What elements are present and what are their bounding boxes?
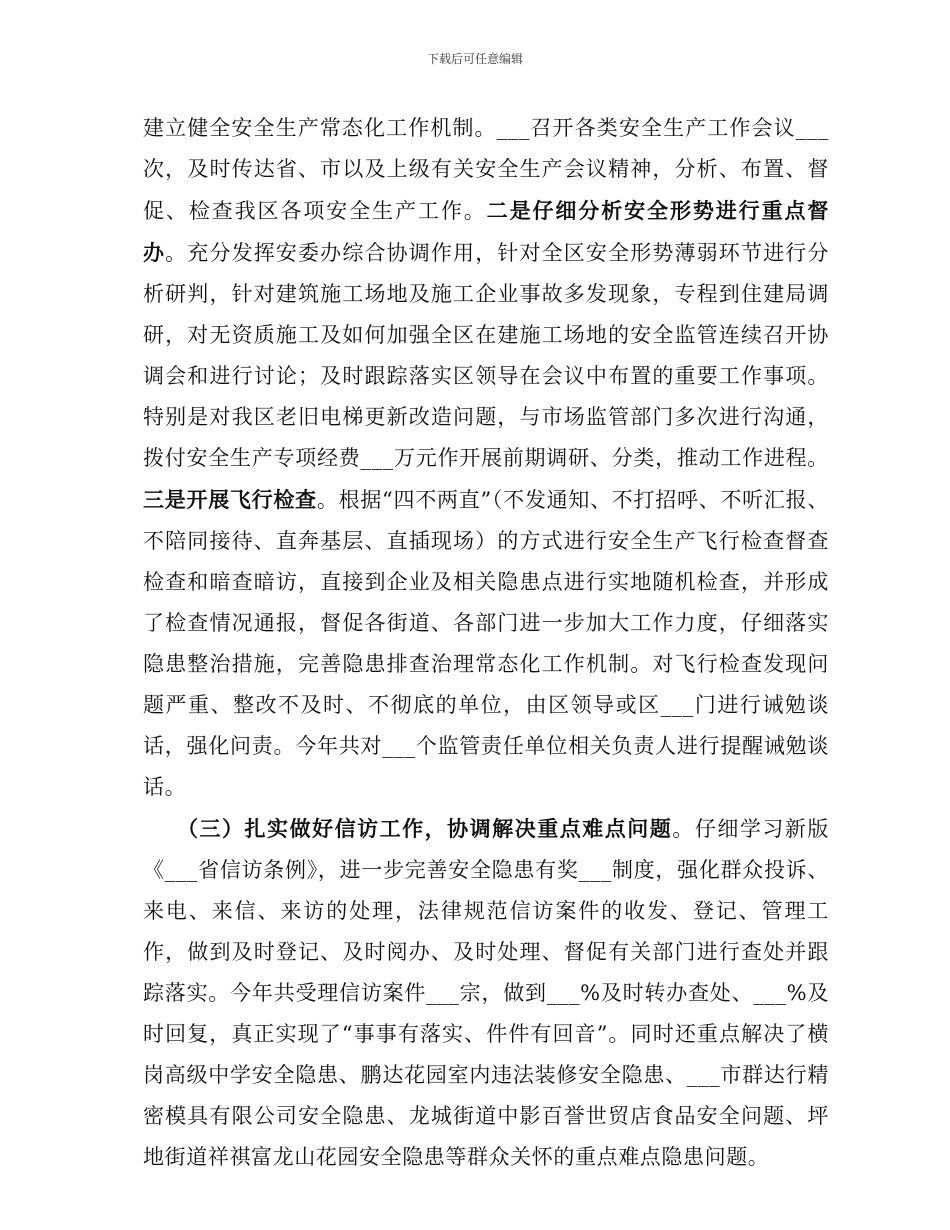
text-segment: 。仔细学习新版《___省信访条例》，进一步完善安全隐患有奖___制度，强化群众投诉、来电、来信、来访的处理，法律规范信访案件的收发、登记、管理工作，做到及时登记、及时阅办、及时处理、督促有关部门进行查处并跟踪落实。今年共受理信访案件___宗，做到___%及时转办查处、___%及时回复，真正实现了“事事有落实、件件有回音”。同时还重点解决了横岗高级中学安全隐患、鹏达花园室内违法装修安全隐患、___市群达行精密模具有限公司安全隐患、龙城街道中影百誉世贸店食品安全问题、坪地街道祥祺富龙山花园安全隐患等群众关怀的重点难点隐患问题。 bbox=[143, 817, 829, 1169]
text-segment: 建立健全安全生产常态化工作机制。___召开各类安全生产工作会议___次，及时传达省、市以及上级有关安全生产会议精神，分析、布置、督促、检查我区各项安全生产工作。 bbox=[143, 116, 829, 223]
document-body bbox=[143, 108, 829, 1178]
text-segment: 。根据“四不两直”（不发通知、不打招呼、不听汇报、不陪同接待、直奔基层、直插现场）的方式进行安全生产飞行检查督查检查和暗查暗访，直接到企业及相关隐患点进行实地随机检查，并形成了检查情况通报，督促各街道、各部门进一步加大工作力度，仔细落实隐患整治措施，完善隐患排查治理常态化工作机制。对飞行检查发现问题严重、整改不及时、不彻底的单位，由区领导或区___门进行诫勉谈话，强化问责。今年共对___个监管责任单位相关负责人进行提醒诫勉谈话。 bbox=[143, 488, 829, 799]
bold-heading-2: 二是仔细分析安全形势进行重点督办 bbox=[143, 198, 829, 265]
paragraph-1 bbox=[143, 108, 829, 808]
text-segment: 。充分发挥安委办综合协调作用，针对全区安全形势薄弱环节进行分析研判，针对建筑施工场地及施工企业事故多发现象，专程到住建局调研，对无资质施工及如何加强全区在建施工场地的安全监管连续召开协调会和进行讨论；及时跟踪落实区领导在会议中布置的重要工作事项。特别是对我区老旧电梯更新改造问题，与市场监管部门多次进行沟通，拨付安全生产专项经费___万元作开展前期调研、分类，推动工作进程。 bbox=[143, 241, 829, 470]
paragraph-2 bbox=[143, 808, 829, 1178]
page-header: 下载后可任意编辑 bbox=[426, 52, 523, 66]
section-heading: （三）扎实做好信访工作，协调解决重点难点问题 bbox=[177, 816, 673, 841]
bold-heading-3: 三是开展飞行检查 bbox=[143, 487, 317, 512]
